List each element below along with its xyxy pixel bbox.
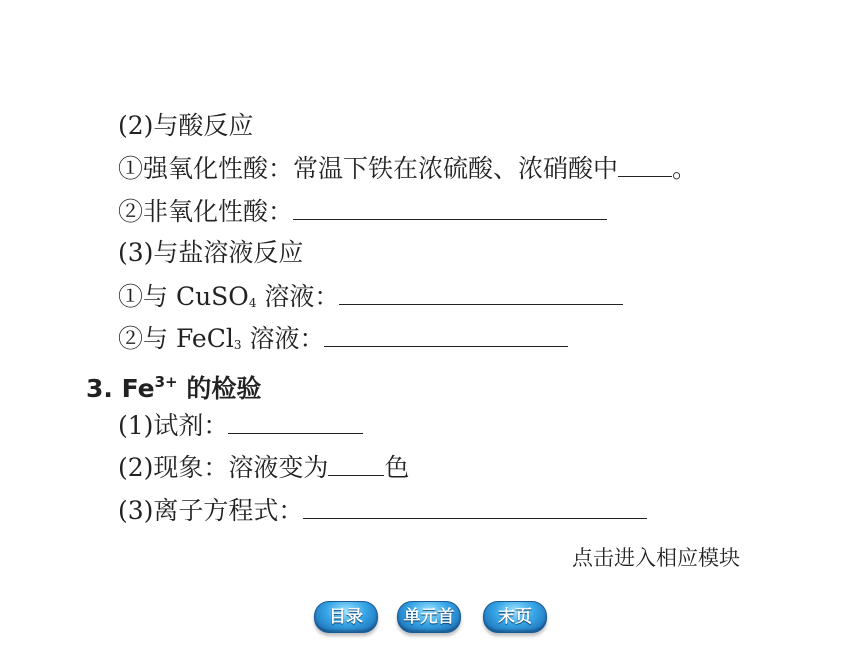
subscript: 4 xyxy=(248,296,257,310)
answer-blank[interactable] xyxy=(339,280,623,305)
text: 。 xyxy=(672,154,698,183)
answer-blank[interactable] xyxy=(618,152,672,177)
heading-fe3-test xyxy=(86,366,261,405)
text: ①与 CuSO xyxy=(118,282,249,311)
item-cuso4 xyxy=(118,280,623,319)
item-reagent xyxy=(118,409,363,442)
text: 溶液： xyxy=(256,282,340,311)
item-strong-oxidizing-acid xyxy=(118,152,697,185)
text: ②与 FeCl xyxy=(118,324,234,353)
toc-button[interactable]: 目录 xyxy=(314,601,378,633)
answer-blank[interactable] xyxy=(328,451,384,476)
answer-blank[interactable] xyxy=(324,322,568,347)
superscript: 3+ xyxy=(154,373,178,391)
module-hint: 点击进入相应模块 xyxy=(572,546,740,570)
text: (3)离子方程式： xyxy=(118,496,304,525)
text: (1)试剂： xyxy=(118,411,229,440)
subscript: 3 xyxy=(233,338,242,352)
text: (2)与酸反应 xyxy=(118,111,254,140)
last-page-button[interactable]: 末页 xyxy=(483,601,547,633)
item-fecl3 xyxy=(118,322,568,361)
section-acid-reaction xyxy=(118,110,253,142)
item-non-oxidizing-acid xyxy=(118,195,607,228)
text: 3. Fe xyxy=(86,374,155,403)
unit-first-button[interactable]: 单元首 xyxy=(397,601,461,633)
text: 溶液： xyxy=(241,324,325,353)
answer-blank[interactable] xyxy=(228,409,363,434)
text: 的检验 xyxy=(177,374,262,403)
text: 色 xyxy=(384,453,410,482)
text: ①强氧化性酸：常温下铁在浓硫酸、浓硝酸中 xyxy=(118,154,619,183)
text: (2)现象：溶液变为 xyxy=(118,453,329,482)
item-ionic-equation xyxy=(118,494,647,527)
text: (3)与盐溶液反应 xyxy=(118,238,304,267)
answer-blank[interactable] xyxy=(293,195,607,220)
answer-blank[interactable] xyxy=(303,494,647,519)
item-phenomenon xyxy=(118,451,409,484)
text: ②非氧化性酸： xyxy=(118,197,294,226)
section-salt-reaction xyxy=(118,237,303,269)
